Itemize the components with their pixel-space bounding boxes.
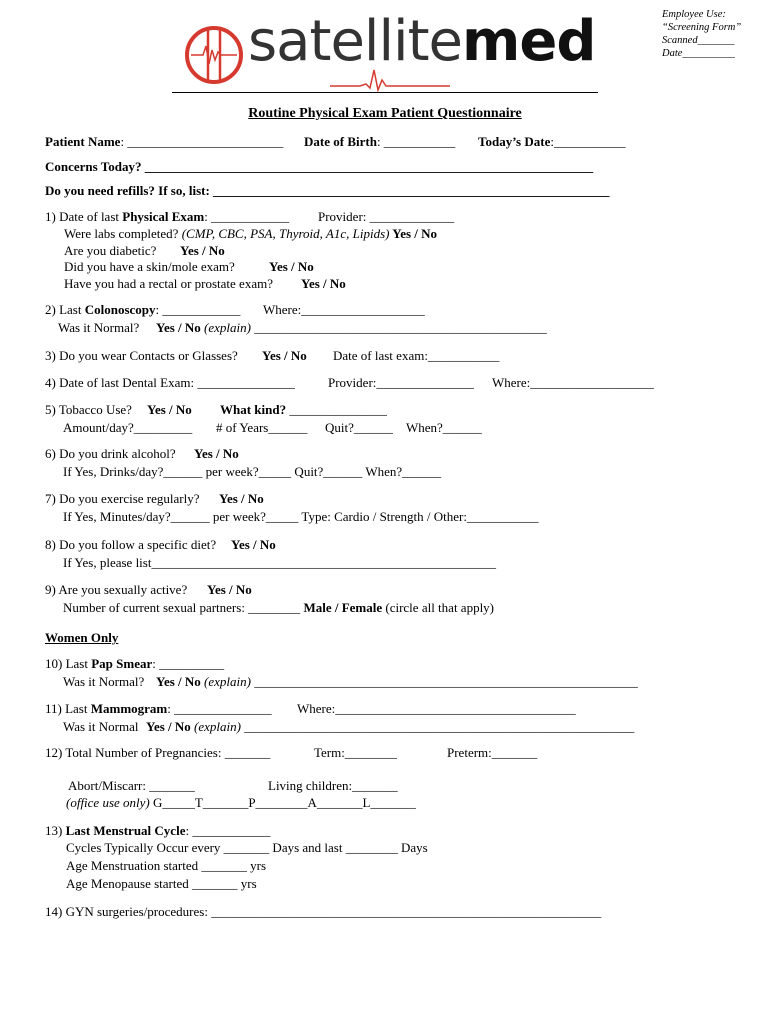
q1-diabetic-yn-text: Yes / No [180,243,225,258]
q3-yes-no[interactable] [262,348,307,364]
today-date-line [478,134,625,150]
q10-date-field[interactable]: : __________ [152,656,225,671]
q14-gyn-surgeries-field[interactable]: 14) GYN surgeries/procedures: ____________________________________________________________ [45,904,602,919]
q1-diabetic-question: Are you diabetic? [64,243,157,258]
q1-num: 1) Date of last [45,209,123,224]
q2-colonoscopy [45,302,240,318]
patient-name-field[interactable]: : ________________________ [120,134,284,149]
q9-yes-no[interactable] [207,582,252,598]
women-only-heading [45,630,118,646]
q11-normal-question: Was it Normal [63,719,139,734]
q11-date-field[interactable]: : _______________ [167,701,272,716]
scanned-field: Scanned_______ [662,35,735,46]
q13-menstrual-cycle [45,823,270,839]
brand-wordmark [248,10,595,74]
q4-dental-exam-field[interactable]: 4) Date of last Dental Exam: _______________ [45,375,295,390]
q1-rectal-yn-text: Yes / No [301,276,346,291]
q5-quit-field[interactable]: Quit?______ [325,420,393,435]
dob-line [304,134,455,150]
patient-name-line [45,134,283,150]
q12-term-field[interactable]: Term:________ [314,745,397,760]
q6-question: 6) Do you drink alcohol? [45,446,176,461]
q10-num: 10) Last [45,656,92,671]
dob-field[interactable]: : ___________ [376,134,456,149]
office-use-label: (office use only) [66,795,153,810]
q1-skin-question: Did you have a skin/mole exam? [64,259,235,274]
q4-where-field[interactable]: Where:___________________ [492,375,654,390]
refills-field[interactable] [45,183,610,199]
q5-when-field[interactable]: When?______ [406,420,482,435]
q9-yn-text: Yes / No [207,582,252,597]
q10-normal-line [156,674,638,690]
q1-date-field[interactable]: : ____________ [204,209,290,224]
brand-bold: med [462,9,596,74]
q2-label: Colonoscopy [84,302,156,317]
q11-label: Mammogram [90,701,168,716]
refills-text: Do you need refills? If so, list: _____________________________________________________________ [45,183,610,198]
q5-kind-line [220,402,387,418]
brand-thin: satellite [248,9,462,74]
q11-explain-field[interactable]: ____________________________________________________________ [240,719,635,734]
q8-yn-text: Yes / No [231,537,276,552]
q2-normal-line [156,320,547,336]
concerns-field[interactable] [45,159,593,175]
q10-label: Pap Smear [91,656,153,671]
q2-date-field[interactable]: : ____________ [155,302,241,317]
q13-age-start-field[interactable]: Age Menstruation started _______ yrs [66,858,267,873]
q1-skin-yn-text: Yes / No [269,259,314,274]
q11-num: 11) Last [45,701,91,716]
q8-detail-field[interactable]: If Yes, please list_____________________________________________________ [63,555,496,570]
women-only-heading-text: Women Only [45,630,119,645]
dob-label: Date of Birth [304,134,377,149]
page-title: Routine Physical Exam Patient Questionnaire [248,106,522,121]
today-date-field[interactable]: :___________ [550,134,626,149]
q9-question: 9) Are you sexually active? [45,582,188,597]
concerns-text: Concerns Today? _____________________________________________________________________ [45,159,594,174]
q12-pregnancies-field[interactable]: 12) Total Number of Pregnancies: _______ [45,745,271,760]
q4-provider-field[interactable]: Provider:_______________ [328,375,474,390]
q3-yn-text: Yes / No [262,348,307,363]
q1-diabetic-yes-no[interactable] [180,243,225,259]
q10-pap-smear [45,656,224,672]
employee-use-box [662,8,741,60]
q6-yes-no[interactable] [194,446,239,462]
date-field: Date__________ [662,48,735,59]
q5-kind-field[interactable]: _______________ [286,402,387,417]
q13-num: 13) [45,823,66,838]
q6-yn-text: Yes / No [194,446,239,461]
q2-explain-field[interactable]: _____________________________________________ [250,320,547,335]
q13-date-field[interactable]: : ____________ [185,823,271,838]
q10-explain-label: (explain) [200,674,251,689]
q10-normal-question: Was it Normal? [63,674,145,689]
q6-detail-field[interactable]: If Yes, Drinks/day?______ per week?_____ Quit?______ When?______ [63,464,442,479]
q8-yes-no[interactable] [231,537,276,553]
q9-gender-choice[interactable]: Male / Female [303,600,383,615]
q9-circle-note: (circle all that apply) [382,600,495,615]
q13-cycles-field[interactable]: Cycles Typically Occur every _______ Days and last ________ Days [66,840,428,855]
header-divider [172,92,598,93]
q5-yn-text: Yes / No [147,402,192,417]
abort-miscarr-field[interactable]: Abort/Miscarr: _______ [68,778,195,793]
q13-label: Last Menstrual Cycle [65,823,186,838]
ekg-line-icon [330,66,450,92]
satellitemed-logo-icon [183,24,245,86]
living-children-field[interactable]: Living children:_______ [268,778,398,793]
q1-rectal-yes-no[interactable] [301,276,346,292]
q9-partners-field[interactable]: Number of current sexual partners: ________ [63,600,301,615]
q12-preterm-field[interactable]: Preterm:_______ [447,745,538,760]
q7-yn-text: Yes / No [219,491,264,506]
today-date-label: Today’s Date [478,134,551,149]
office-use-gtpal [66,795,416,811]
gtpal-field[interactable]: G_____T_______P________A_______L_______ [153,795,416,810]
q1-labs-yes-no[interactable]: Yes / No [389,226,438,241]
q2-num: 2) Last [45,302,85,317]
q5-years-field[interactable]: # of Years______ [216,420,308,435]
q2-explain-label: (explain) [200,320,251,335]
screening-form-label: “Screening Form” [662,22,742,33]
q7-detail-field[interactable]: If Yes, Minutes/day?______ per week?_____ Type: Cardio / Strength / Other:___________ [63,509,539,524]
q2-where-field[interactable]: Where:___________________ [263,302,425,317]
employee-use-title: Employee Use: [662,9,726,20]
q5-yes-no[interactable] [147,402,192,418]
q13-age-menopause-field[interactable]: Age Menopause started _______ yrs [66,876,257,891]
patient-name-label: Patient Name [45,134,121,149]
q1-skin-yes-no[interactable] [269,259,314,275]
q5-amount-field[interactable]: Amount/day?_________ [63,420,193,435]
q11-where-field[interactable]: Where:_____________________________________ [297,701,576,716]
q1-provider-field[interactable]: Provider: _____________ [318,209,455,224]
q11-normal-line [146,719,634,735]
q11-explain-label: (explain) [190,719,241,734]
q3-exam-date-field[interactable]: Date of last exam:___________ [333,348,500,363]
q5-question: 5) Tobacco Use? [45,402,132,417]
q1-label: Physical Exam [122,209,205,224]
q10-yes-no[interactable]: Yes / No [156,674,201,689]
q8-question: 8) Do you follow a specific diet? [45,537,217,552]
q10-explain-field[interactable]: ___________________________________________________________ [250,674,638,689]
q1-rectal-question: Have you had a rectal or prostate exam? [64,276,273,291]
q7-yes-no[interactable] [219,491,264,507]
q1-labs-list: (CMP, CBC, PSA, Thyroid, A1c, Lipids) [181,226,390,241]
q9-partners-line [63,600,494,616]
q5-kind-label: What kind? [220,402,287,417]
q2-normal-yes-no[interactable]: Yes / No [156,320,201,335]
q1-labs-line [64,226,437,242]
q11-mammogram [45,701,272,717]
q11-yes-no[interactable]: Yes / No [146,719,191,734]
q2-normal-question: Was it Normal? [58,320,140,335]
q1-labs-question: Were labs completed? [64,226,182,241]
q7-question: 7) Do you exercise regularly? [45,491,200,506]
q3-question: 3) Do you wear Contacts or Glasses? [45,348,238,363]
q1-physical-exam [45,209,289,225]
